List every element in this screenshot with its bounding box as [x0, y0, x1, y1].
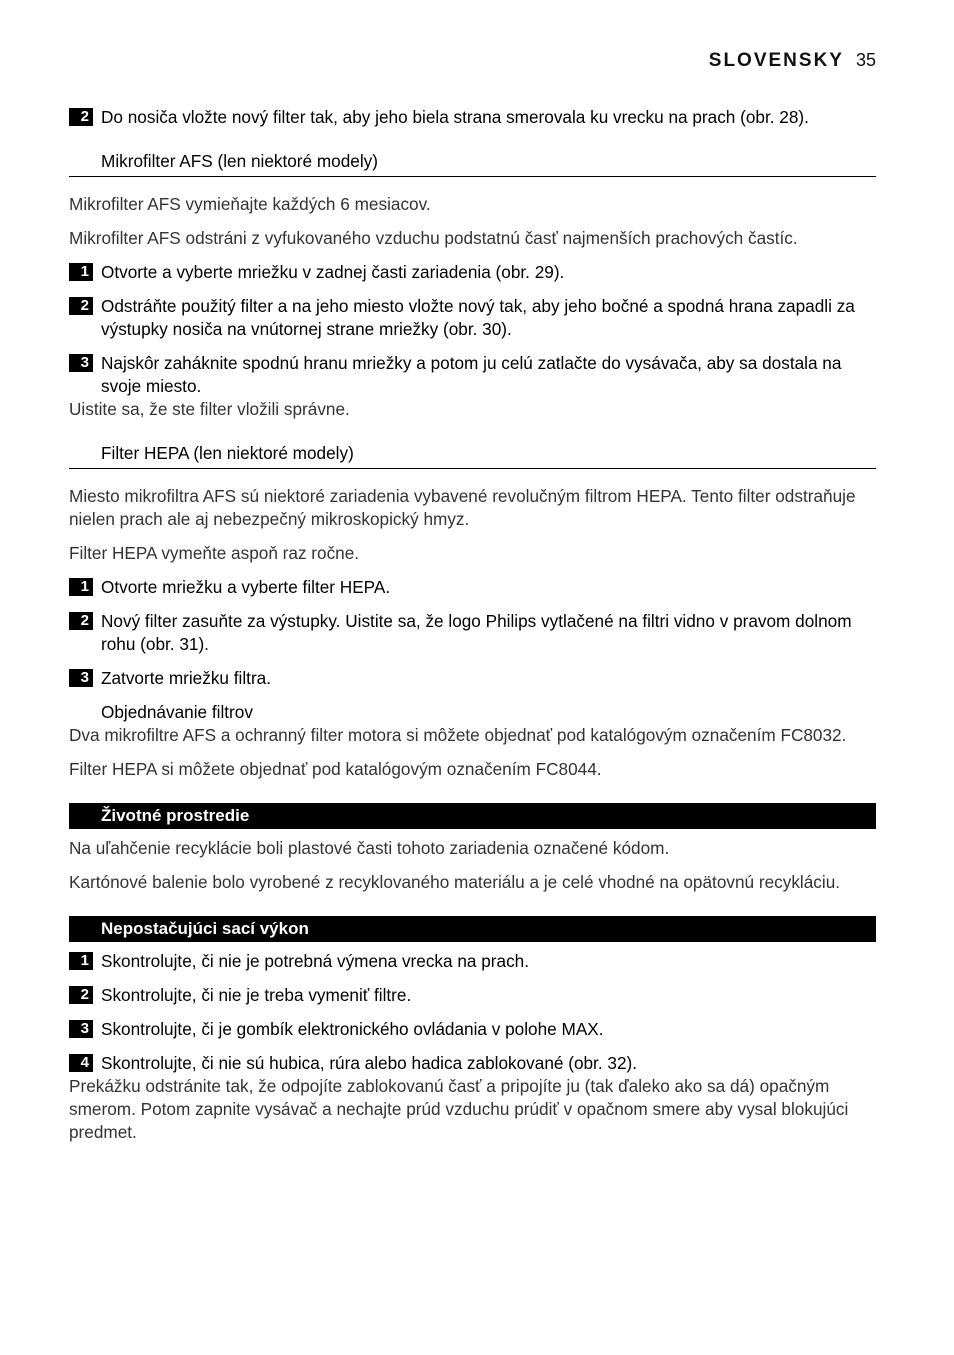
step-number-badge: 3 — [69, 669, 93, 687]
step-text: Otvorte a vyberte mriežku v zadnej časti zariadenia (obr. 29). — [101, 262, 565, 282]
step-item — [69, 610, 876, 656]
subheading-hepa-filter: Filter HEPA (len niektoré modely) — [69, 442, 876, 469]
step-item — [69, 1018, 876, 1041]
paragraph: Kartónové balenie bolo vyrobené z recyklovaného materiálu a je celé vhodné na opätovnú recykláciu. — [69, 872, 841, 892]
step-text: Odstráňte použitý filter a na jeho miesto vložte nový tak, aby jeho bočné a spodná hrana zapadli za výstupky nosiča na vnútornej strane mriežky (obr. 30). — [101, 296, 855, 339]
paragraph: Mikrofilter AFS odstráni z vyfukovaného vzduchu podstatnú časť najmenších prachových častíc. — [69, 228, 798, 248]
step-text: Otvorte mriežku a vyberte filter HEPA. — [101, 577, 391, 597]
step-number-badge: 2 — [69, 108, 93, 126]
language-label: SLOVENSKY — [708, 50, 844, 71]
paragraph: Miesto mikrofiltra AFS sú niektoré zariadenia vybavené revolučným filtrom HEPA. Tento filter odstraňuje nielen prach ale aj nebezpečný mikroskopický hmyz. — [69, 486, 856, 529]
paragraph: Mikrofilter AFS vymieňajte každých 6 mesiacov. — [69, 194, 431, 214]
subheading-afs-microfilter: Mikrofilter AFS (len niektoré modely) — [69, 150, 876, 177]
step-number-badge: 2 — [69, 297, 93, 315]
step-number-badge: 1 — [69, 952, 93, 970]
step-item — [69, 295, 876, 341]
step-text: Do nosiča vložte nový filter tak, aby jeho biela strana smerovala ku vrecku na prach (obr. 28). — [101, 107, 809, 127]
page-number: 35 — [855, 50, 876, 70]
step-item — [69, 1052, 876, 1075]
step-text: Skontrolujte, či nie je treba vymeniť filtre. — [101, 985, 412, 1005]
step-text: Zatvorte mriežku filtra. — [101, 668, 272, 688]
step-item — [69, 261, 876, 284]
section-heading-insufficient-suction: Nepostačujúci sací výkon — [69, 916, 876, 942]
step-number-badge: 2 — [69, 612, 93, 630]
paragraph: Dva mikrofiltre AFS a ochranný filter motora si môžete objednať pod katalógovým označením FC8032. — [69, 725, 847, 745]
section-heading-environment: Životné prostredie — [69, 803, 876, 829]
paragraph: Filter HEPA si môžete objednať pod katalógovým označením FC8044. — [69, 759, 602, 779]
step-item — [69, 950, 876, 973]
step-number-badge: 4 — [69, 1054, 93, 1072]
step-text: Nový filter zasuňte za výstupky. Uistite sa, že logo Philips vytlačené na filtri vidno v pravom dolnom rohu (obr. 31). — [101, 611, 852, 654]
step-text: Skontrolujte, či nie sú hubica, rúra alebo hadica zablokované (obr. 32). — [101, 1053, 638, 1073]
paragraph: Uistite sa, že ste filter vložili správne. — [69, 399, 350, 419]
step-number-badge: 1 — [69, 263, 93, 281]
step-text: Skontrolujte, či nie je potrebná výmena vrecka na prach. — [101, 951, 530, 971]
paragraph: Na uľahčenie recyklácie boli plastové časti tohoto zariadenia označené kódom. — [69, 838, 670, 858]
step-text: Najskôr zaháknite spodnú hranu mriežky a potom ju celú zatlačte do vysávača, aby sa dostala na svoje miesto. — [101, 353, 842, 396]
step-number-badge: 3 — [69, 1020, 93, 1038]
step-item — [69, 984, 876, 1007]
page-header — [709, 50, 876, 72]
subheading-ordering-filters: Objednávanie filtrov — [101, 702, 253, 722]
paragraph: Filter HEPA vymeňte aspoň raz ročne. — [69, 543, 360, 563]
step-item — [69, 576, 876, 599]
step-item — [69, 106, 876, 129]
step-number-badge: 1 — [69, 578, 93, 596]
step-number-badge: 2 — [69, 986, 93, 1004]
step-number-badge: 3 — [69, 354, 93, 372]
step-text: Skontrolujte, či je gombík elektronického ovládania v polohe MAX. — [101, 1019, 604, 1039]
document-body — [69, 106, 876, 1155]
step-item — [69, 352, 876, 398]
paragraph: Prekážku odstránite tak, že odpojíte zablokovanú časť a pripojíte ju (tak ďaleko ako sa dá) opačným smerom. Potom zapnite vysávač a nechajte prúd vzduchu prúdiť v opačnom smere aby vysal blokujúci predmet. — [69, 1076, 849, 1142]
step-item — [69, 667, 876, 690]
